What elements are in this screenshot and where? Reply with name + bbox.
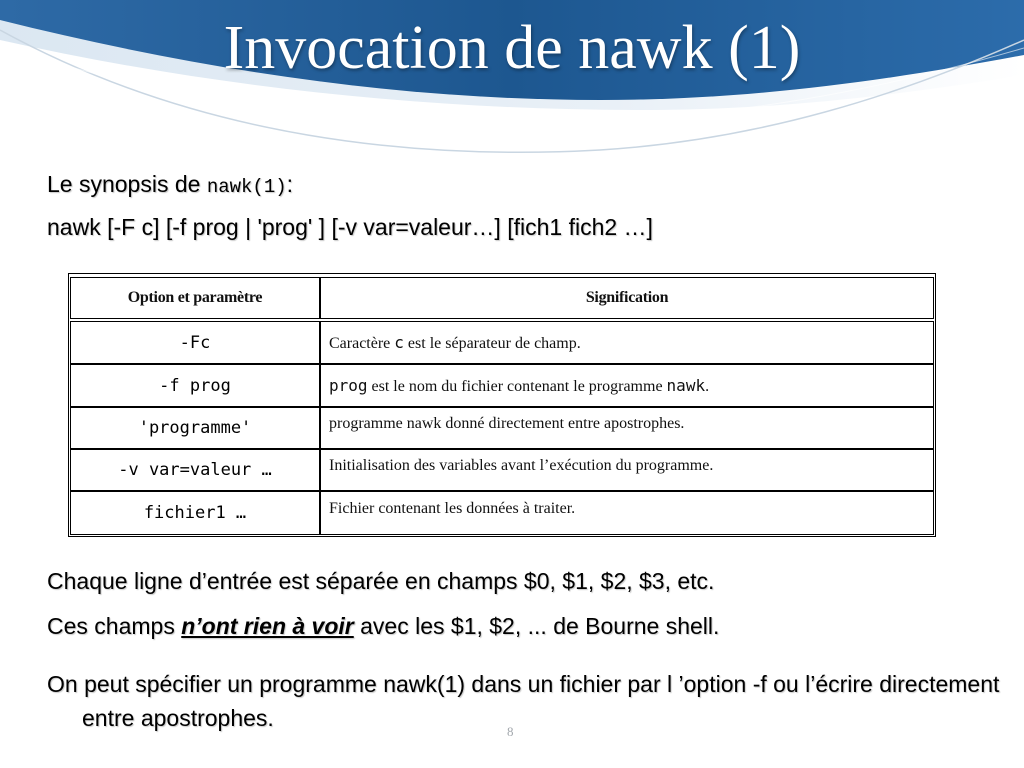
header-option-text: Option et paramètre — [127, 289, 263, 306]
meaning-code-2: nawk — [666, 375, 706, 395]
options-table — [68, 273, 936, 537]
option-cell: -Fc — [179, 332, 211, 353]
option-cell: fichier1 … — [143, 503, 247, 523]
option-cell: 'programme' — [138, 418, 252, 438]
note-shell-pre: Ces champs — [47, 613, 182, 639]
table-header-meaning — [320, 277, 934, 319]
table-header-option — [70, 277, 320, 319]
table-row-option — [70, 321, 320, 364]
header-meaning-text: Signification — [585, 289, 669, 306]
option-cell: -f prog — [159, 375, 231, 396]
table-row-meaning — [320, 364, 934, 407]
table-row-option — [70, 491, 320, 535]
table-row-option — [70, 449, 320, 491]
table-row-option — [70, 364, 320, 407]
meaning-text-post: est le nom du fichier contenant le programme — [367, 377, 667, 395]
page-number: 8 — [507, 724, 514, 739]
note-shell-post: avec les $1, $2, ... de Bourne shell. — [353, 613, 720, 639]
synopsis-intro — [47, 171, 293, 198]
table-row-option — [70, 407, 320, 449]
table-row-meaning — [320, 407, 934, 449]
meaning-code: prog — [329, 375, 368, 395]
table-row-meaning — [320, 491, 934, 535]
note-fields: Chaque ligne d’entrée est séparée en champs $0, $1, $2, $3, etc. — [47, 568, 715, 594]
synopsis-command: nawk [-F c] [-f prog | 'prog' ] [-v var=valeur…] [fich1 fich2 …] — [47, 214, 653, 240]
note-shell — [47, 613, 719, 640]
meaning-text: Caractère — [329, 334, 395, 352]
slide-title: Invocation de nawk (1) — [223, 14, 801, 82]
synopsis-intro-code: nawk(1) — [206, 176, 287, 198]
meaning-cell: Initialisation des variables avant l’exécution du programme. — [329, 457, 714, 474]
note-shell-emph: n’ont rien à voir — [181, 613, 354, 639]
meaning-text-end: . — [705, 377, 710, 395]
synopsis-intro-text: Le synopsis de — [47, 171, 207, 197]
synopsis-intro-colon: : — [286, 171, 294, 197]
meaning-cell — [329, 376, 929, 396]
meaning-text-post: est le séparateur de champ. — [403, 334, 581, 352]
meaning-code: c — [394, 332, 404, 352]
meaning-cell: programme nawk donné directement entre apostrophes. — [329, 415, 685, 432]
table-row-meaning — [320, 321, 934, 364]
meaning-cell: Fichier contenant les données à traiter. — [329, 499, 576, 517]
meaning-cell — [329, 333, 929, 353]
table-row-meaning — [320, 449, 934, 491]
note-program-file: On peut spécifier un programme nawk(1) dans un fichier par l ’option -f ou l’écrire directement entre apostrophes. — [47, 671, 1000, 731]
option-cell: -v var=valeur … — [118, 460, 272, 480]
